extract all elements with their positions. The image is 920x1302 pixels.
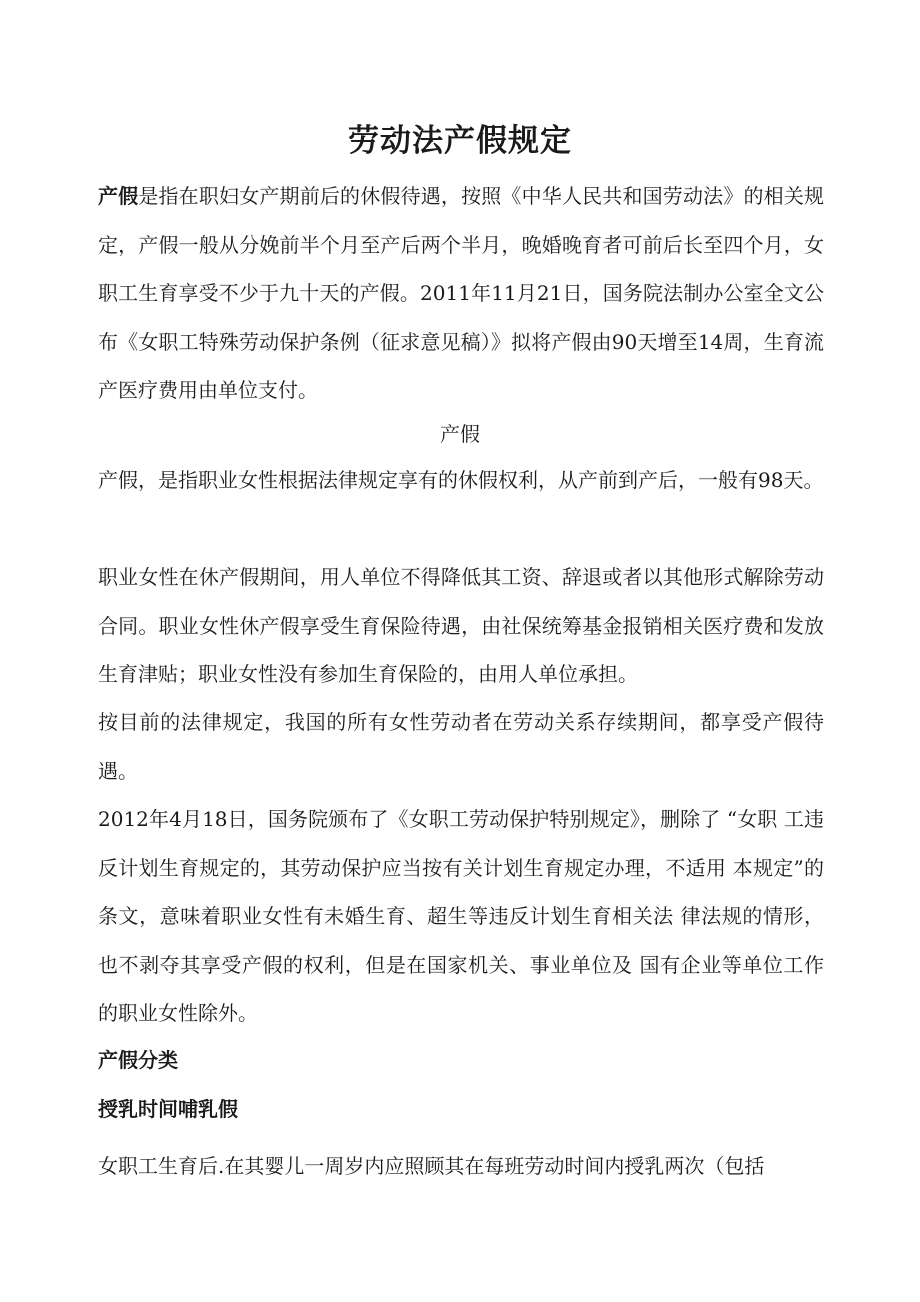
section-heading: 产假 <box>440 422 480 446</box>
paragraph-legal-entitlement: 按目前的法律规定，我国的所有女性劳动者在劳动关系存续期间，都享受产假待遇。 <box>98 710 824 783</box>
intro-term: 产假 <box>98 184 139 208</box>
document-title: 劳动法产假规定 <box>348 122 572 159</box>
paragraph-definition: 产假，是指职业女性根据法律规定享有的休假权利，从产前到产后，一般有98天。 <box>98 468 824 492</box>
subheading-leave-categories: 产假分类 <box>98 1048 178 1072</box>
paragraph-2012-regulation: 2012年4月18日，国务院颁布了《女职工劳动保护特别规定》，删除了 “女职 工违反计划生育规定的，其劳动保护应当按有关计划生育规定办理，不适用 本规定”的条文，意味着职业女性有未婚生育、超生等违反计划生育相关法 律法规的情形，也不剥夺其享受产假的权利，但是在国家机关、事业单位及 国有企业等单位工作的职业女性除外。 <box>98 807 824 1025</box>
paragraph-employer-obligations: 职业女性在休产假期间，用人单位不得降低其工资、辞退或者以其他形式解除劳动合同。职业女性休产假享受生育保险待遇，由社保统筹基金报销相关医疗费和发放生育津贴；职业女性没有参加生育保险的，由用人单位承担。 <box>98 565 824 686</box>
subheading-nursing-leave: 授乳时间哺乳假 <box>98 1097 238 1121</box>
paragraph-nursing-time: 女职工生育后.在其婴儿一周岁内应照顾其在每班劳动时间内授乳两次（包括 <box>98 1154 765 1178</box>
intro-paragraph <box>98 172 824 415</box>
intro-text: 是指在职妇女产期前后的休假待遇，按照《中华人民共和国劳动法》的相关规定，产假一般从分娩前半个月至产后两个半月，晚婚晚育者可前后长至四个月，女职工生育享受不少于九十天的产假。2011年11月21日，国务院法制办公室全文公布《女职工特殊劳动保护条例（征求意见稿）》拟将产假由90天增至14周，生育流产医疗费用由单位支付。 <box>98 184 825 402</box>
